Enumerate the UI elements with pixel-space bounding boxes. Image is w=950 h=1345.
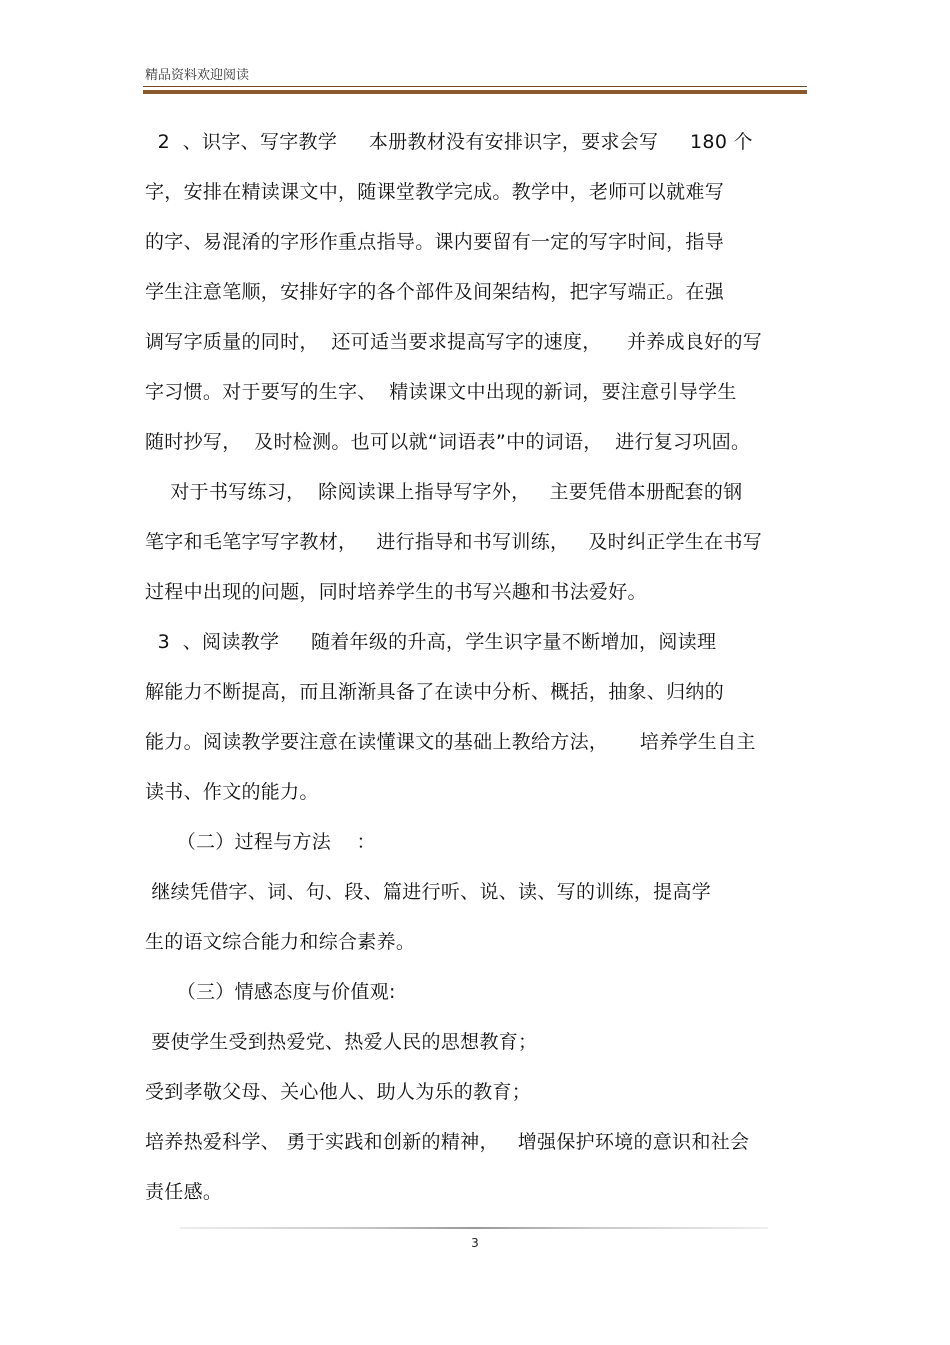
text-line: 能力。阅读教学要注意在读懂课文的基础上教给方法， 培养学生自主 <box>145 731 756 753</box>
text-line: 随时抄写， 及时检测。也可以就“词语表”中的词语， 进行复习巩固。 <box>145 431 751 453</box>
text-line: 3 、阅读教学 随着年级的升高，学生识字量不断增加，阅读理 <box>145 631 717 653</box>
text-line: 字，安排在精读课文中，随课堂教学完成。教学中，老师可以就难写 <box>145 181 725 203</box>
text-line: 生的语文综合能力和综合素养。 <box>145 931 416 953</box>
text-line: 继续凭借字、词、句、段、篇进行听、说、读、写的训练，提高学 <box>145 881 712 903</box>
text-line: 2 、识字、写字教学 本册教材没有安排识字，要求会写 180 个 <box>145 131 753 153</box>
text-line: 受到孝敬父母、关心他人、助人为乐的教育； <box>145 1081 532 1103</box>
header-rule-thick <box>143 90 807 94</box>
text-line: 责任感。 <box>145 1181 223 1203</box>
section-heading: （二）过程与方法 ： <box>145 831 376 853</box>
text-line: 调写字质量的同时， 还可适当要求提高写字的速度， 并养成良好的写 <box>145 331 763 353</box>
text-line: 读书、作文的能力。 <box>145 781 319 803</box>
footer-rule <box>180 1227 768 1229</box>
text-line: 要使学生受到热爱党、热爱人民的思想教育； <box>145 1031 538 1053</box>
text-line: 学生注意笔顺，安排好字的各个部件及间架结构，把字写端正。在强 <box>145 281 725 303</box>
text-line: 过程中出现的问题，同时培养学生的书写兴趣和书法爱好。 <box>145 581 647 603</box>
text-line: 培养热爱科学、 勇于实践和创新的精神， 增强保护环境的意识和社会 <box>145 1131 750 1153</box>
page-header: 精品资料欢迎阅读 <box>145 68 250 83</box>
text-line: 对于书写练习， 除阅读课上指导写字外， 主要凭借本册配套的钢 <box>145 481 743 503</box>
text-line: 解能力不断提高，而且渐渐具备了在读中分析、概括，抽象、归纳的 <box>145 681 725 703</box>
section-heading: （三）情感态度与价值观: <box>145 981 396 1003</box>
text-line: 的字、易混淆的字形作重点指导。课内要留有一定的写字时间，指导 <box>145 231 725 253</box>
text-line: 字习惯。对于要写的生字、 精读课文中出现的新词，要注意引导学生 <box>145 381 737 403</box>
page-number: 3 <box>471 1236 479 1250</box>
text-line: 笔字和毛笔字写字教材， 进行指导和书写训练， 及时纠正学生在书写 <box>145 531 763 553</box>
header-rule-thin <box>143 86 807 87</box>
